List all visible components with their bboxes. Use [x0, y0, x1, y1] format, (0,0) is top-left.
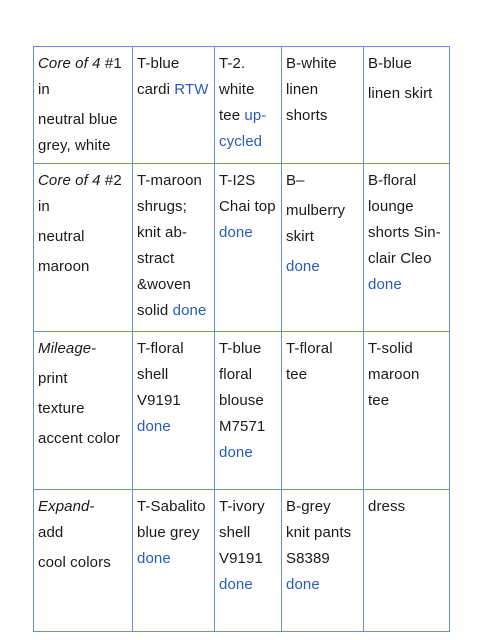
category-title: Core of 4: [38, 55, 101, 72]
item-line: V9191: [219, 550, 263, 567]
item-line: lounge: [368, 198, 414, 215]
item-cell: [364, 47, 450, 164]
item-line: B-floral: [368, 172, 417, 189]
item-line: white: [219, 81, 255, 98]
table-row: [34, 47, 450, 164]
item-cell: [282, 332, 364, 490]
status-label: done: [286, 576, 320, 593]
item-line: skirt: [286, 228, 314, 245]
item-cell: [215, 47, 282, 164]
item-line: linen skirt: [368, 85, 433, 102]
item-cell: [364, 332, 450, 490]
category-line: texture: [38, 400, 85, 417]
item-line: T-floral: [286, 340, 333, 357]
item-line: T-Sabalito: [137, 498, 206, 515]
category-cell: [34, 490, 133, 632]
category-line: cool colors: [38, 554, 111, 571]
category-line: print: [38, 370, 68, 387]
table-row: [34, 490, 450, 632]
item-line: blue grey: [137, 524, 200, 541]
item-line: shell: [137, 366, 169, 383]
category-line: in: [38, 198, 50, 215]
category-title: Mileage: [38, 340, 92, 357]
category-cell: [34, 47, 133, 164]
item-cell: [133, 47, 215, 164]
item-line: T-I2S: [219, 172, 256, 189]
category-line: grey, white: [38, 137, 111, 154]
category-suffix: -: [91, 340, 97, 357]
category-suffix: #1: [100, 55, 122, 72]
category-line: in: [38, 81, 50, 98]
category-suffix: -: [89, 498, 95, 515]
item-cell: [215, 332, 282, 490]
item-cell: [133, 490, 215, 632]
category-line: neutral: [38, 228, 85, 245]
item-line: solid: [137, 302, 173, 319]
item-line: clair Cleo: [368, 250, 432, 267]
item-line: cardi: [137, 81, 175, 98]
status-label: RTW: [174, 81, 209, 98]
page-top-strip: [0, 0, 494, 6]
item-line: linen: [286, 81, 319, 98]
item-line: T-ivory: [219, 498, 265, 515]
category-title: Core of 4: [38, 172, 101, 189]
category-title: Expand: [38, 498, 90, 515]
item-line: T-2.: [219, 55, 246, 72]
item-line: shorts Sin-: [368, 224, 441, 241]
item-line: shrugs;: [137, 198, 187, 215]
item-line: T-floral: [137, 340, 184, 357]
item-line: V9191: [137, 392, 181, 409]
item-line: tee: [368, 392, 390, 409]
item-line: Chai top: [219, 198, 276, 215]
category-cell: [34, 332, 133, 490]
item-cell: [364, 490, 450, 632]
status-label: done: [172, 302, 207, 319]
item-cell: [282, 490, 364, 632]
item-line: floral: [219, 366, 253, 383]
item-line: S8389: [286, 550, 330, 567]
item-line: shorts: [286, 107, 328, 124]
item-line: T-blue: [219, 340, 262, 357]
table-row: [34, 332, 450, 490]
item-line: knit ab-: [137, 224, 187, 241]
category-suffix: #2: [100, 172, 122, 189]
status-label: done: [368, 276, 402, 293]
item-line: dress: [368, 498, 406, 515]
item-line: tee: [286, 366, 308, 383]
item-cell: [133, 164, 215, 332]
item-line: mulberry: [286, 202, 346, 219]
category-line: accent color: [38, 430, 121, 447]
status-label: done: [219, 576, 253, 593]
category-line: add: [38, 524, 64, 541]
item-line: blouse: [219, 392, 264, 409]
status-label: done: [219, 224, 253, 241]
status-label: done: [137, 550, 171, 567]
item-line: B-blue: [368, 55, 412, 72]
status-label: cycled: [219, 133, 263, 150]
category-line: maroon: [38, 258, 90, 275]
item-cell: [364, 164, 450, 332]
item-line: stract: [137, 250, 175, 267]
item-line: knit pants: [286, 524, 352, 541]
table-row: [34, 164, 450, 332]
status-label: done: [286, 258, 320, 275]
item-cell: [215, 164, 282, 332]
status-label: done: [219, 444, 253, 461]
category-line: neutral blue: [38, 111, 118, 128]
item-line: M7571: [219, 418, 266, 435]
item-line: B-grey: [286, 498, 331, 515]
item-line: B-white: [286, 55, 337, 72]
item-line: maroon: [368, 366, 420, 383]
status-label: done: [137, 418, 171, 435]
item-cell: [215, 490, 282, 632]
wardrobe-plan-table: [33, 46, 450, 632]
category-cell: [34, 164, 133, 332]
item-line: T-blue: [137, 55, 180, 72]
item-cell: [282, 164, 364, 332]
status-label: up-: [244, 107, 267, 124]
item-cell: [282, 47, 364, 164]
item-line: B–: [286, 172, 305, 189]
item-line: T-maroon: [137, 172, 202, 189]
item-line: T-solid: [368, 340, 413, 357]
item-line: &woven: [137, 276, 191, 293]
item-cell: [133, 332, 215, 490]
item-line: tee: [219, 107, 245, 124]
item-line: shell: [219, 524, 251, 541]
